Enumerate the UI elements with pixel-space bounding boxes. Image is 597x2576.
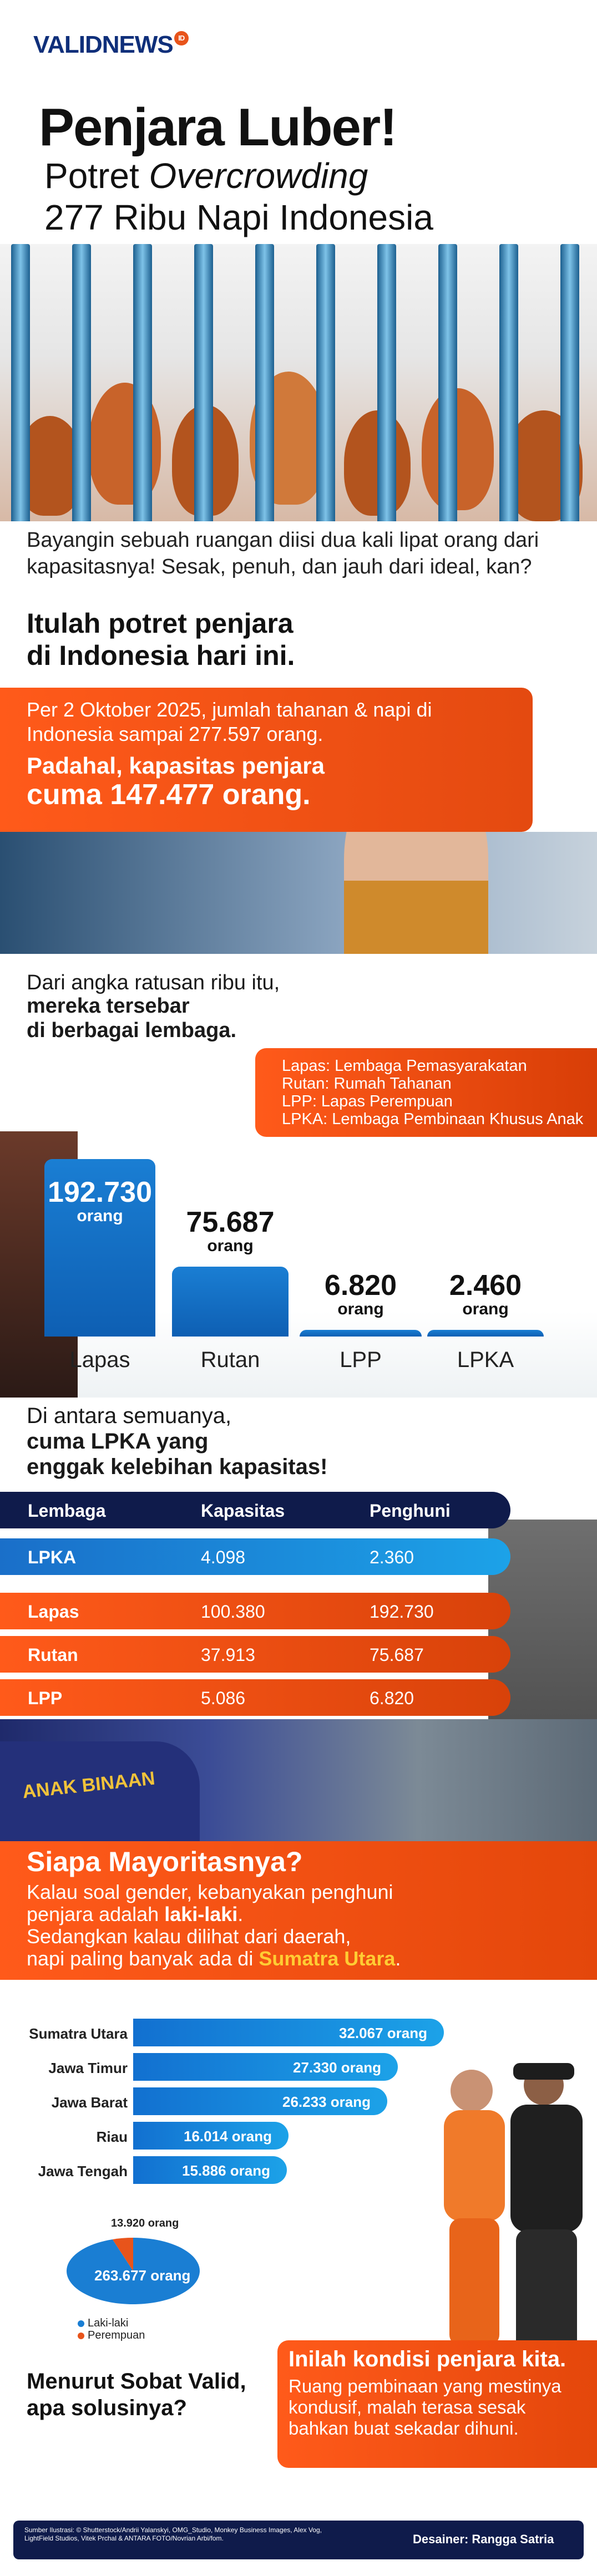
- col-lembaga: Lembaga: [28, 1501, 106, 1521]
- fact-bold: [27, 751, 498, 809]
- pie-legend-item: [78, 2317, 128, 2330]
- closing-question: Menurut Sobat Valid, apa solusinya?: [27, 2369, 246, 2420]
- shirt-text: ANAK BINAAN: [21, 1767, 156, 1803]
- anak-binaan-photo: [0, 1719, 597, 1841]
- province-value: 15.886 orang: [182, 2162, 270, 2179]
- lembaga-bold-1: mereka tersebar: [27, 994, 190, 1018]
- shirt-back: [0, 1741, 200, 1852]
- legend-item: Lapas: Lembaga Pemasyarakatan: [282, 1057, 527, 1075]
- cell-lembaga: Lapas: [28, 1602, 79, 1622]
- mayoritas-line-2: [27, 1903, 570, 1925]
- province-bar: [133, 2053, 398, 2081]
- province-bar: [133, 2156, 287, 2184]
- legend-item: LPKA: Lembaga Pembinaan Khusus Anak: [282, 1110, 584, 1128]
- subtitle-part-a: Potret: [44, 156, 139, 196]
- intro-bold-line-1: Itulah potret penjara: [27, 608, 294, 639]
- highlight-laki: laki-laki: [164, 1903, 238, 1925]
- prisoner-and-guard-illustration: [411, 2052, 597, 2362]
- province-bar: [133, 2019, 444, 2046]
- closing-title: Inilah kondisi penjara kita.: [289, 2347, 566, 2371]
- text-span: penjara adalah: [27, 1903, 165, 1925]
- intro-bold-line-2: di Indonesia hari ini.: [27, 640, 295, 671]
- cell-kapasitas: 4.098: [201, 1547, 246, 1567]
- prison-bar: [194, 244, 213, 521]
- intro-paragraph: Bayangin sebuah ruangan diisi dua kali lipat orang dari kapasitasnya! Sesak, penuh, dan jauh dari ideal, kan?: [27, 529, 539, 578]
- cell-penghuni: 6.820: [370, 1688, 414, 1708]
- cell-penghuni: 75.687: [370, 1645, 424, 1665]
- legend-dot: [78, 2333, 84, 2339]
- province-bar: [133, 2122, 289, 2150]
- bar-unit-label: orang: [77, 1207, 123, 1225]
- mayoritas-text: [27, 1881, 570, 1970]
- intro-bold: [27, 607, 526, 672]
- footer-designer: Desainer: Rangga Satria: [413, 2532, 554, 2546]
- bar-value-label: 6.820: [324, 1269, 397, 1302]
- cell-lembaga: Rutan: [28, 1645, 78, 1665]
- mayoritas-line-1: Kalau soal gender, kebanyakan penghuni: [27, 1881, 393, 1903]
- validnews-logo[interactable]: [33, 31, 189, 59]
- table-row: [0, 1679, 510, 1716]
- province-label: Jawa Timur: [48, 2060, 128, 2076]
- cell-kapasitas: 5.086: [201, 1688, 246, 1708]
- legend-item: LPP: Lapas Perempuan: [282, 1093, 453, 1110]
- crowd-photo: [0, 832, 597, 954]
- fact-line: Per 2 Oktober 2025, jumlah tahanan & napi di Indonesia sampai 277.597 orang.: [27, 698, 432, 745]
- lpka-bold-2: enggak kelebihan kapasitas!: [27, 1455, 328, 1479]
- prison-bar: [438, 244, 457, 521]
- table-header-row: [0, 1492, 510, 1528]
- bar-category-label: Lapas: [69, 1348, 130, 1372]
- mayoritas-line-4: [27, 1948, 570, 1970]
- province-value: 26.233 orang: [282, 2094, 371, 2110]
- province-label: Jawa Tengah: [38, 2163, 128, 2179]
- legend-label: Perempuan: [88, 2329, 145, 2341]
- footer-source: Sumber Ilustrasi: © Shutterstock/Andrii Yalanskyi, OMG_Studio, Monkey Business Images, Alex Vog, LightField Studios, Vitek Prchal & ANTARA FOTO/Novrian Arbi/fom.: [24, 2526, 322, 2542]
- province-label: Sumatra Utara: [29, 2025, 128, 2042]
- province-bar-chart: [0, 2019, 427, 2207]
- province-value: 16.014 orang: [184, 2128, 272, 2145]
- mayoritas-title: Siapa Mayoritasnya?: [27, 1846, 303, 1877]
- cell-lembaga: LPP: [28, 1688, 63, 1708]
- col-penghuni: Penghuni: [370, 1501, 451, 1521]
- lpka-note-bold: [27, 1429, 526, 1480]
- hero-prison-bars-illustration: [0, 244, 597, 521]
- bar-rutan: [172, 1267, 289, 1337]
- prison-bar: [316, 244, 335, 521]
- woman-figure: [344, 832, 488, 954]
- highlight-sumut: Sumatra Utara: [259, 1947, 396, 1970]
- bar-category-label: Rutan: [200, 1348, 260, 1372]
- page-title: Penjara Luber!: [39, 98, 397, 157]
- page-subtitle: [44, 155, 368, 196]
- bar-unit-label: orang: [337, 1300, 384, 1318]
- subtitle-italic: Overcrowding: [149, 156, 368, 196]
- lembaga-bold-2: di berbagai lembaga.: [27, 1019, 236, 1042]
- lembaga-bar-chart: [0, 1048, 597, 1392]
- province-value: 32.067 orang: [339, 2025, 427, 2041]
- bar-category-label: LPKA: [457, 1348, 514, 1372]
- logo-badge: ID: [174, 31, 189, 45]
- col-kapasitas: Kapasitas: [201, 1501, 285, 1521]
- prison-bar: [377, 244, 396, 521]
- prisoner-head: [422, 388, 494, 510]
- cell-kapasitas: 100.380: [201, 1602, 265, 1622]
- legend-dot: [78, 2320, 84, 2327]
- pie-value-label: 263.677 orang: [94, 2267, 191, 2284]
- prison-bar: [560, 244, 579, 521]
- cell-penghuni: 192.730: [370, 1602, 434, 1622]
- bar-unit-label: orang: [462, 1300, 509, 1318]
- subtitle-line-2: 277 Ribu Napi Indonesia: [44, 197, 433, 237]
- bar-category-label: LPP: [340, 1348, 382, 1372]
- cell-kapasitas: 37.913: [201, 1645, 255, 1665]
- lembaga-intro-bold: [27, 994, 470, 1043]
- pie-legend-item: [78, 2329, 145, 2342]
- province-label: Riau: [96, 2128, 128, 2145]
- fact-bold-1: Padahal, kapasitas penjara: [27, 753, 325, 779]
- cell-penghuni: 2.360: [370, 1547, 414, 1567]
- province-bar: [133, 2087, 387, 2115]
- bar-lpp: [300, 1330, 422, 1337]
- bar-value-label: 192.730: [48, 1176, 152, 1208]
- lembaga-intro-line: Dari angka ratusan ribu itu,: [27, 971, 280, 994]
- text-span: .: [237, 1903, 244, 1925]
- legend-item: Rutan: Rumah Tahanan: [282, 1075, 452, 1093]
- prison-bar: [133, 244, 152, 521]
- lpka-note-line: Di antara semuanya,: [27, 1404, 232, 1428]
- closing-text: Ruang pembinaan yang mestinya kondusif, malah terasa sesak bahkan buat sekadar dihuni.: [289, 2376, 561, 2438]
- text-span: napi paling banyak ada di: [27, 1947, 259, 1970]
- table-row: [0, 1593, 510, 1629]
- fact-bold-2: cuma 147.477 orang.: [27, 779, 311, 811]
- bar-value-label: 2.460: [449, 1269, 522, 1302]
- prison-bar: [11, 244, 30, 521]
- bar-unit-label: orang: [207, 1237, 254, 1255]
- text-span: .: [395, 1947, 401, 1970]
- table-row: [0, 1636, 510, 1673]
- bar-value-label: 75.687: [186, 1206, 275, 1238]
- gender-pie-chart: [55, 2213, 277, 2346]
- prison-bar: [255, 244, 274, 521]
- bar-lpka: [427, 1330, 544, 1337]
- province-value: 27.330 orang: [293, 2059, 381, 2076]
- pie-value-label: 13.920 orang: [111, 2217, 179, 2229]
- prison-bar: [72, 244, 91, 521]
- logo-text: VALIDNEWS: [33, 31, 173, 58]
- legend-label: Laki-laki: [88, 2317, 129, 2329]
- prison-bar: [499, 244, 518, 521]
- province-label: Jawa Barat: [51, 2094, 128, 2111]
- table-row: [0, 1538, 510, 1575]
- mayoritas-line-3: Sedangkan kalau dilihat dari daerah,: [27, 1925, 351, 1948]
- lpka-bold-1: cuma LPKA yang: [27, 1429, 209, 1454]
- cell-lembaga: LPKA: [28, 1547, 77, 1567]
